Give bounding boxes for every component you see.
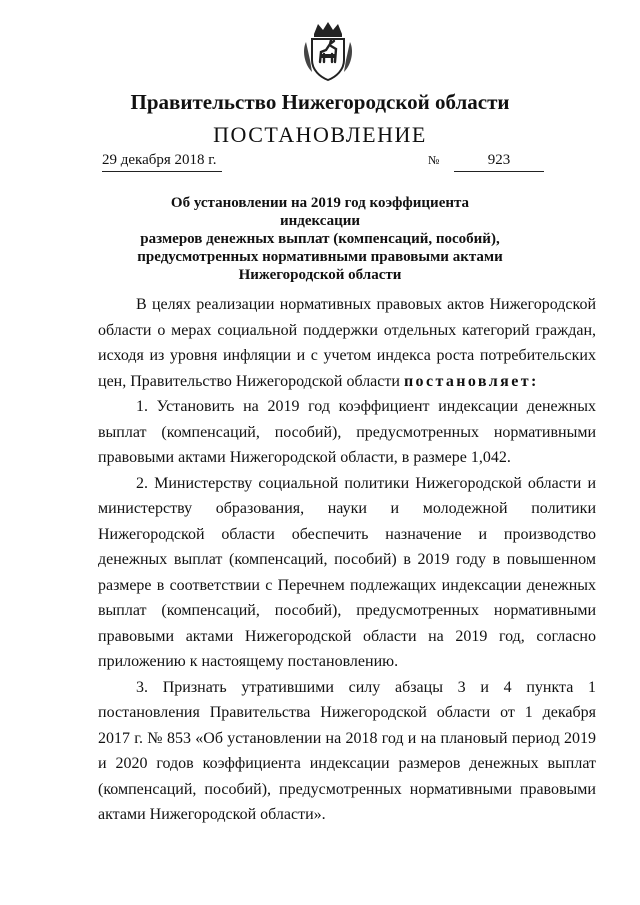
preamble-text: В целях реализации нормативных правовых актов Нижегородской области о мерах социальной поддержки отдельных категорий граждан, исходя из уровня инфляции и с учетом индекса роста потребительских цен, Правительство Нижегородской области <box>98 296 596 390</box>
decree-word: постановляет: <box>403 372 539 390</box>
subject-line: Нижегородской области <box>238 267 402 283</box>
document-type: ПОСТАНОВЛЕНИЕ <box>213 122 427 147</box>
coat-of-arms-icon <box>300 20 356 82</box>
number-sign: № <box>428 153 440 167</box>
subject-line: Об установлении на 2019 год коэффициента индексации <box>170 195 470 229</box>
number-value: 923 <box>454 152 544 172</box>
government-title: Правительство Нижегородской области <box>130 90 510 114</box>
document-date: 29 декабря 2018 г. <box>102 152 222 172</box>
clause-1: 1. Установить на 2019 год коэффициент индексации денежных выплат (компенсаций, пособий), предусмотренных нормативными правовыми актами Нижегородской области, в размере 1,042. <box>98 398 596 466</box>
subject-line: предусмотренных нормативными правовыми актами <box>137 249 503 265</box>
subject-line: размеров денежных выплат (компенсаций, пособий), <box>140 231 500 247</box>
document-body <box>98 292 596 828</box>
clause-3: 3. Признать утратившими силу абзацы 3 и 4 пункта 1 постановления Правительства Нижегородской области от 1 декабря 2017 г. № 853 «Об установлении на 2018 год и на плановый период 2019 и 2020 годов коэффициента индексации размеров денежных выплат (компенсаций, пособий), предусмотренных нормативными правовыми актами Нижегородской области». <box>98 678 596 823</box>
clause-2: 2. Министерству социальной политики Нижегородской области и министерству образования, науки и молодежной политики Нижегородской области обеспечить назначение и производство денежных выплат (компенсаций, пособий) в 2019 году в повышенном размере в соответствии с Перечнем подлежащих индексации денежных выплат (компенсаций, пособий), предусмотренных нормативными правовыми актами Нижегородской области на 2019 год, согласно приложению к настоящему постановлению. <box>98 474 596 670</box>
document-subject <box>130 194 510 284</box>
document-number <box>428 152 544 172</box>
preamble-paragraph <box>98 292 596 394</box>
